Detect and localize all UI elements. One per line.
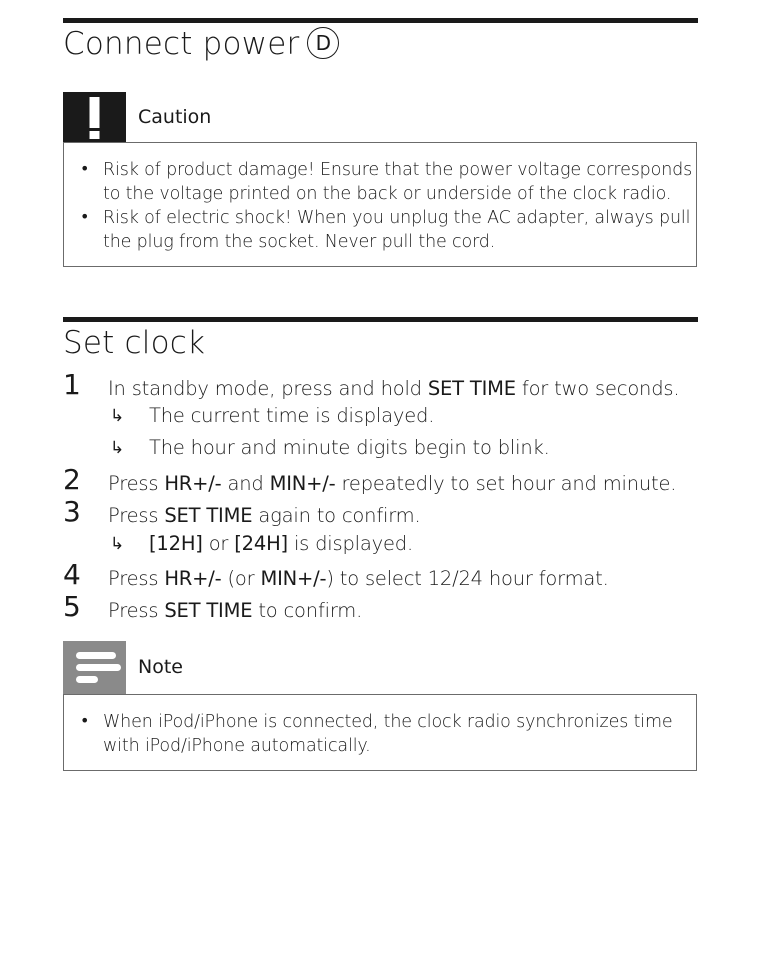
step-text: Press SET TIME again to confirm. (108, 504, 421, 527)
step-result: The hour and minute digits begin to blink. (149, 436, 550, 459)
step-number: 3 (63, 495, 81, 528)
caution-item: Risk of product damage! Ensure that the power voltage corresponds to the voltage printed on the back or underside of the clock radio. (103, 160, 693, 204)
bullet: • (80, 711, 90, 730)
step-text: Press HR+/- and MIN+/- repeatedly to set hour and minute. (108, 472, 677, 495)
circled-letter-badge: D (307, 27, 339, 59)
bullet: • (80, 207, 90, 226)
step-number: 2 (63, 463, 81, 496)
section-heading-connect-power (63, 26, 339, 62)
step-text: Press HR+/- (or MIN+/-) to select 12/24 hour format. (108, 567, 609, 590)
step-number: 4 (63, 558, 81, 591)
step-result: The current time is displayed. (149, 404, 435, 427)
step-number: 1 (63, 368, 81, 401)
result-arrow-icon: ↳ (110, 534, 125, 554)
exclamation-icon (63, 92, 126, 142)
section-rule-top (63, 317, 698, 322)
note-box (63, 694, 697, 771)
section-heading-set-clock: Set clock (63, 325, 206, 361)
caution-title: Caution (138, 106, 212, 128)
note-icon-block (63, 641, 126, 694)
section-rule-top (63, 18, 698, 23)
step-result: [12H] or [24H] is displayed. (149, 532, 413, 555)
bullet: • (80, 159, 90, 178)
result-arrow-icon: ↳ (110, 406, 125, 426)
step-text: Press SET TIME to confirm. (108, 599, 363, 622)
result-arrow-icon: ↳ (110, 438, 125, 458)
step-text: In standby mode, press and hold SET TIME for two seconds. (108, 377, 680, 400)
caution-item: Risk of electric shock! When you unplug the AC adapter, always pull the plug from the socket. Never pull the cord. (103, 208, 691, 252)
note-item: When iPod/iPhone is connected, the clock radio synchronizes time with iPod/iPhone automatically. (103, 712, 673, 756)
step-number: 5 (63, 590, 81, 623)
heading-text: Connect power (63, 26, 300, 62)
caution-box (63, 142, 697, 267)
caution-icon-block (63, 92, 126, 142)
note-title: Note (138, 656, 183, 678)
note-lines-icon (63, 641, 126, 694)
